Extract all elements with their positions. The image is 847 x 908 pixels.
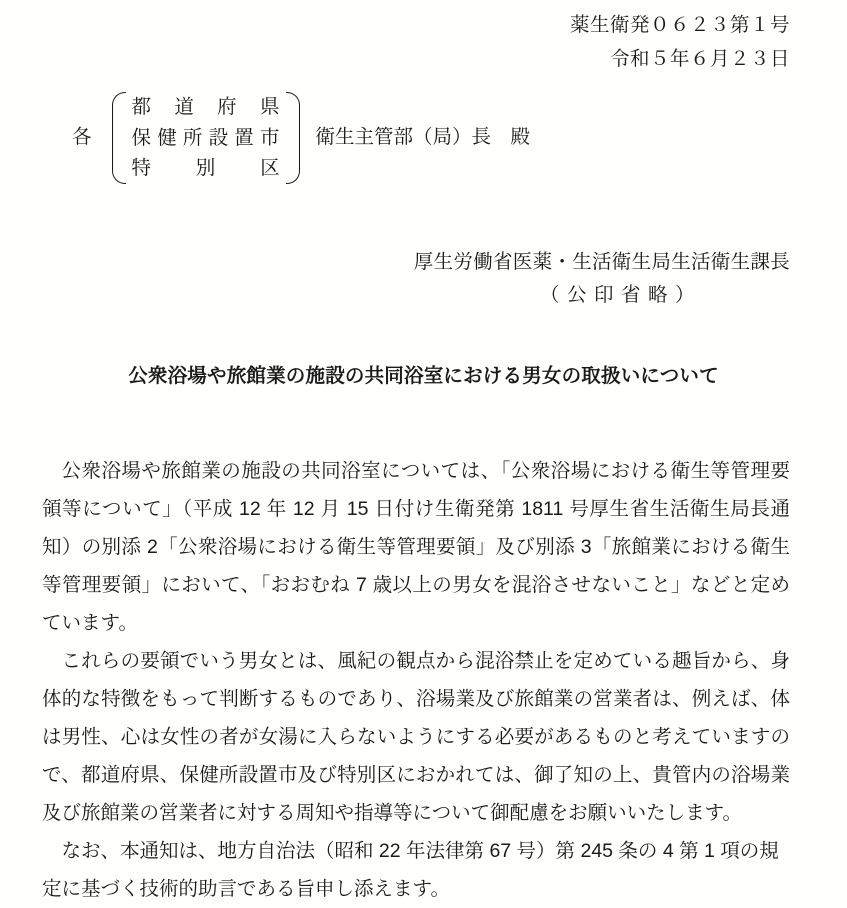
addressee-suffix: 衛生主管部（局）長 殿 [315,126,531,149]
brace-left-icon [112,92,126,184]
body-paragraph: これらの要領でいう男女とは、風紀の観点から混浴禁止を定めている趣旨から、身体的な特徴をもって判断するものであり、浴場業及び旅館業の営業者は、例えば、体は男性、心は女性の者が女湯に入らないようにする必要があるものと考えていますので、都道府県、保健所設置市及び特別区におかれては、御了知の上、貴管内の浴場業及び旅館業の営業者に対する周知や指導等について御配慮をお願いいたします。 [42,650,790,824]
body-paragraph: なお、本通知は、地方自治法（昭和 22 年法律第 67 号）第 245 条の 4 第 1 項の規定に基づく技術的助言である旨申し添えます。 [42,840,779,900]
addressee-line-list [132,92,280,184]
page-title: 公衆浴場や旅館業の施設の共同浴室における男女の取扱いについて [128,365,719,387]
addressee-block [72,92,530,184]
document-number: 薬生衛発０６２３第１号 [569,14,790,36]
brace-right-icon [286,92,300,184]
addressee-prefix: 各 [72,126,92,149]
addressee-brace-group [110,92,302,184]
document-date: 令和５年６月２３日 [609,48,790,70]
sender-organization: 厚生労働省医薬・生活衛生局生活衛生課長 [413,251,790,273]
document-body [42,452,790,908]
body-paragraph: 公衆浴場や旅館業の施設の共同浴室については、「公衆浴場における衛生等管理要領等について」（平成 12 年 12 月 15 日付け生衛発第 1811 号厚生省生活衛生局長通知）の別添 2「公衆浴場における衛生等管理要領」及び別添 3「旅館業における衛生等管理要領」において、「おおむね 7 歳以上の男女を混浴させないこと」などと定めています。 [42,460,790,634]
addressee-line: 保 健 所 設 置 市 [131,126,280,149]
addressee-line: 都 道 府 県 [131,96,280,119]
seal-omitted-note: （公印省略） [539,284,702,306]
addressee-line: 特 別 区 [131,157,280,180]
document-header [570,8,790,76]
sender-block [0,246,790,312]
